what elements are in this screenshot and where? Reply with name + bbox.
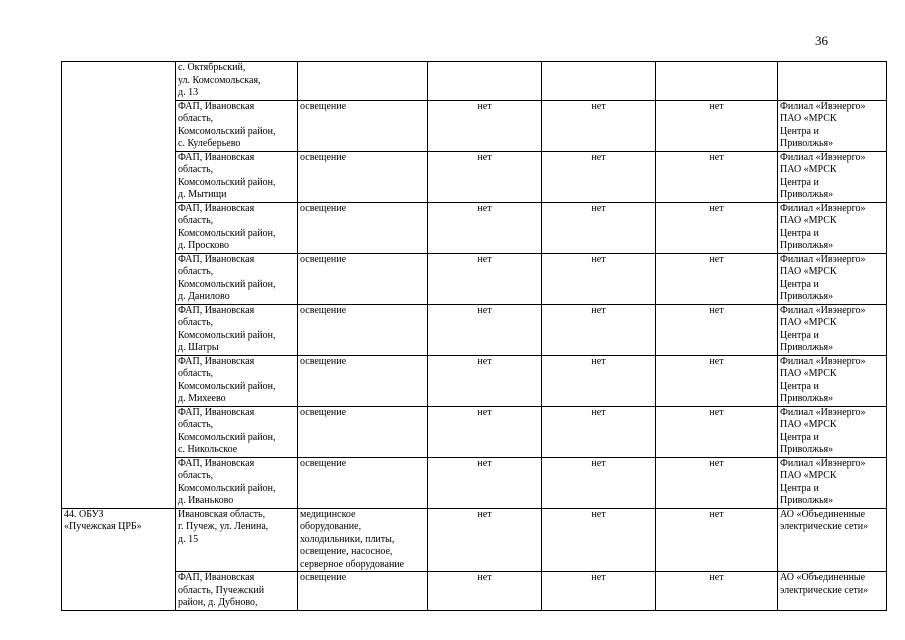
value-cell: нет <box>656 572 778 611</box>
table-row <box>62 508 887 572</box>
value-cell <box>656 62 778 101</box>
value-cell: нет <box>542 202 656 253</box>
supplier-cell <box>778 62 887 101</box>
supplier-cell: Филиал «Ивэнерго» ПАО «МРСК Центра и Приволжья» <box>778 457 887 508</box>
value-cell <box>428 62 542 101</box>
object-cell: освещение <box>298 151 428 202</box>
value-cell: нет <box>542 304 656 355</box>
value-cell: нет <box>656 100 778 151</box>
object-cell: освещение <box>298 202 428 253</box>
table-row <box>62 355 887 406</box>
object-cell: освещение <box>298 406 428 457</box>
object-cell: освещение <box>298 304 428 355</box>
table-row <box>62 62 887 101</box>
object-cell: освещение <box>298 253 428 304</box>
value-cell: нет <box>542 457 656 508</box>
value-cell: нет <box>542 253 656 304</box>
address-cell: ФАП, Ивановская область, Комсомольский район, с. Никольское <box>176 406 298 457</box>
value-cell: нет <box>542 355 656 406</box>
value-cell: нет <box>428 253 542 304</box>
value-cell: нет <box>656 406 778 457</box>
address-cell: Ивановская область, г. Пучеж, ул. Ленина, д. 15 <box>176 508 298 572</box>
supplier-cell: Филиал «Ивэнерго» ПАО «МРСК Центра и Приволжья» <box>778 202 887 253</box>
table-row <box>62 406 887 457</box>
value-cell: нет <box>542 406 656 457</box>
supplier-cell: АО «Объединенные электрические сети» <box>778 508 887 572</box>
table-row <box>62 572 887 611</box>
value-cell: нет <box>428 406 542 457</box>
object-cell: освещение <box>298 457 428 508</box>
object-cell: освещение <box>298 355 428 406</box>
address-cell: ФАП, Ивановская область, Комсомольский район, д. Просково <box>176 202 298 253</box>
value-cell: нет <box>428 202 542 253</box>
address-cell: ФАП, Ивановская область, Комсомольский район, д. Шатры <box>176 304 298 355</box>
table-row <box>62 253 887 304</box>
address-cell: ФАП, Ивановская область, Комсомольский район, д. Данилово <box>176 253 298 304</box>
org-cell: 44. ОБУЗ «Пучежская ЦРБ» <box>62 508 176 610</box>
value-cell: нет <box>542 508 656 572</box>
supplier-cell: Филиал «Ивэнерго» ПАО «МРСК Центра и Приволжья» <box>778 406 887 457</box>
address-cell: ФАП, Ивановская область, Комсомольский район, д. Мытищи <box>176 151 298 202</box>
supplier-cell: Филиал «Ивэнерго» ПАО «МРСК Центра и Приволжья» <box>778 304 887 355</box>
address-cell: ФАП, Ивановская область, Комсомольский район, д. Иваньково <box>176 457 298 508</box>
value-cell: нет <box>542 151 656 202</box>
supplier-cell: Филиал «Ивэнерго» ПАО «МРСК Центра и Приволжья» <box>778 355 887 406</box>
value-cell: нет <box>428 304 542 355</box>
object-cell <box>298 62 428 101</box>
table-row <box>62 100 887 151</box>
supplier-cell: Филиал «Ивэнерго» ПАО «МРСК Центра и Приволжья» <box>778 151 887 202</box>
table-row <box>62 457 887 508</box>
table-row <box>62 202 887 253</box>
value-cell: нет <box>656 202 778 253</box>
table-row <box>62 151 887 202</box>
object-cell: освещение <box>298 572 428 611</box>
page-number: 36 <box>815 33 828 48</box>
data-table <box>61 61 887 611</box>
supplier-cell: АО «Объединенные электрические сети» <box>778 572 887 611</box>
object-cell: освещение <box>298 100 428 151</box>
supplier-cell: Филиал «Ивэнерго» ПАО «МРСК Центра и Приволжья» <box>778 253 887 304</box>
address-cell: ФАП, Ивановская область, Пучежский район, д. Дубново, <box>176 572 298 611</box>
value-cell <box>542 62 656 101</box>
value-cell: нет <box>656 457 778 508</box>
table-row <box>62 304 887 355</box>
supplier-cell: Филиал «Ивэнерго» ПАО «МРСК Центра и Приволжья» <box>778 100 887 151</box>
value-cell: нет <box>428 355 542 406</box>
value-cell: нет <box>656 508 778 572</box>
value-cell: нет <box>428 508 542 572</box>
value-cell: нет <box>428 151 542 202</box>
value-cell: нет <box>542 100 656 151</box>
object-cell: медицинское оборудование, холодильники, плиты, освещение, насосное, серверное оборудование <box>298 508 428 572</box>
value-cell: нет <box>428 100 542 151</box>
value-cell: нет <box>542 572 656 611</box>
value-cell: нет <box>428 572 542 611</box>
org-cell <box>62 62 176 509</box>
value-cell: нет <box>656 253 778 304</box>
value-cell: нет <box>428 457 542 508</box>
address-cell: ФАП, Ивановская область, Комсомольский район, с. Кулеберьево <box>176 100 298 151</box>
value-cell: нет <box>656 355 778 406</box>
address-cell: ФАП, Ивановская область, Комсомольский район, д. Михеево <box>176 355 298 406</box>
value-cell: нет <box>656 304 778 355</box>
address-cell: с. Октябрьский, ул. Комсомольская, д. 13 <box>176 62 298 101</box>
value-cell: нет <box>656 151 778 202</box>
